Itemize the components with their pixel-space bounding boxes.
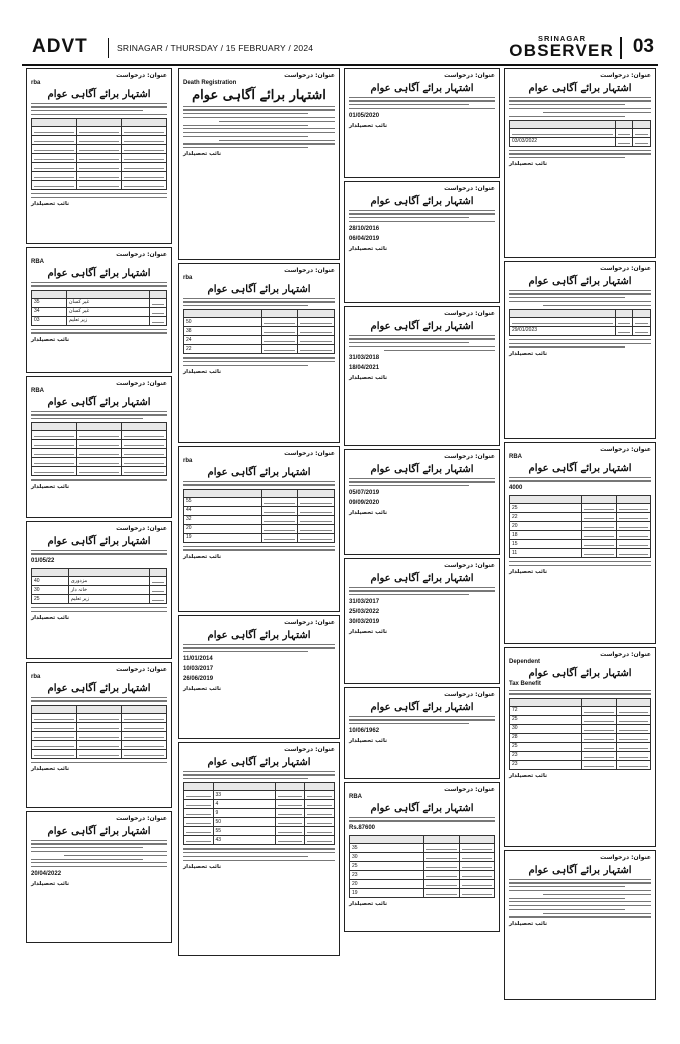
- ad-signature: نائب تحصیلدار: [349, 509, 388, 516]
- table-cell: 30: [350, 853, 424, 862]
- ad-body-text: [183, 771, 335, 780]
- ad-signature: نائب تحصیلدار: [509, 772, 548, 779]
- ad-body-text: [31, 607, 167, 612]
- table-cell: 23: [510, 751, 582, 760]
- ad-body-text: [509, 339, 651, 348]
- ad-signature: نائب تحصیلدار: [31, 765, 70, 772]
- ad-date: 09/09/2020: [349, 499, 380, 506]
- ad-body-text: [509, 561, 651, 566]
- classified-ad: [344, 68, 500, 178]
- ad-code: Dependent: [509, 659, 541, 665]
- ad-body-text: [31, 193, 167, 198]
- ad-body-text: [31, 103, 167, 116]
- ad-body-text: [31, 697, 167, 702]
- table-cell: 22: [510, 513, 582, 522]
- table-cell: 40: [32, 577, 69, 586]
- ad-code: rba: [183, 275, 193, 281]
- table-cell: 03: [32, 316, 67, 325]
- table-cell: خانہ دار: [68, 586, 149, 595]
- ad-title: اشتہار برائے آگاہی عوام: [370, 321, 474, 332]
- family-table: [509, 495, 651, 558]
- certificate-table: [509, 120, 651, 147]
- ad-body-text: [509, 477, 651, 482]
- family-table: [31, 290, 167, 326]
- ad-title: اشتہار برائے آگاہی عوام: [207, 757, 311, 768]
- ad-heading: عنوان: درخواست: [600, 446, 651, 453]
- ad-date: 11/01/2014: [183, 655, 213, 662]
- ad-body-text: [31, 479, 167, 480]
- ad-signature: نائب تحصیلدار: [31, 336, 70, 343]
- family-table: [509, 698, 651, 770]
- ad-heading: عنوان: درخواست: [600, 854, 651, 861]
- ad-signature: نائب تحصیلدار: [349, 245, 388, 252]
- ad-heading: عنوان: درخواست: [444, 310, 495, 317]
- ad-date: 31/03/2018: [349, 354, 380, 361]
- ad-title: اشتہار برائے آگاہی عوام: [47, 536, 151, 547]
- ad-heading: عنوان: درخواست: [116, 666, 167, 673]
- ad-title: اشتہار برائے آگاہی عوام: [47, 268, 151, 279]
- ad-amount: Rs.87600: [349, 825, 376, 832]
- ad-heading: عنوان: درخواست: [116, 525, 167, 532]
- ad-code: Tax Benefit: [509, 681, 541, 687]
- family-table: [183, 489, 335, 543]
- ad-signature: نائب تحصیلدار: [183, 369, 222, 376]
- ad-title: اشتہار برائے آگاہی عوام: [528, 668, 632, 679]
- ad-body-text: [349, 817, 495, 822]
- table-cell: 35: [32, 298, 67, 307]
- ad-code: RBA: [31, 259, 44, 265]
- ad-heading: عنوان: درخواست: [116, 380, 167, 387]
- ad-heading: عنوان: درخواست: [600, 265, 651, 272]
- classified-ad: [504, 442, 656, 644]
- family-table: [31, 118, 167, 190]
- family-table: [31, 705, 167, 759]
- ad-date: 10/06/1962: [349, 727, 380, 734]
- masthead: [22, 34, 658, 66]
- table-cell: 30: [32, 586, 69, 595]
- ad-title: اشتہار برائے آگاہی عوام: [528, 276, 632, 287]
- ad-body-text: [349, 335, 495, 351]
- ad-date: 05/07/2019: [349, 489, 380, 496]
- ad-column-3: [344, 68, 500, 935]
- ad-title: اشتہار برائے آگاہی عوام: [528, 463, 632, 474]
- ad-heading: عنوان: درخواست: [444, 185, 495, 192]
- ad-body-text: [31, 411, 167, 420]
- ad-title: اشتہار برائے آگاہی عوام: [47, 397, 151, 408]
- ad-title: اشتہار برائے آگاہی عوام: [207, 284, 311, 295]
- ad-body-text: [31, 762, 167, 763]
- ad-heading: عنوان: درخواست: [444, 691, 495, 698]
- ad-code: RBA: [509, 454, 522, 460]
- ad-body-text: [31, 550, 167, 555]
- ad-body-text: [183, 357, 335, 366]
- ad-body-text: [349, 587, 495, 596]
- classified-ad: [178, 446, 340, 612]
- ad-body-text: [31, 282, 167, 287]
- ad-code: RBA: [31, 388, 44, 394]
- ad-signature: نائب تحصیلدار: [183, 151, 222, 158]
- ad-body-text: [183, 848, 335, 861]
- masthead-divider: [620, 37, 622, 59]
- ad-title: اشتہار برائے آگاہی عوام: [207, 630, 311, 641]
- table-cell: 9: [213, 809, 275, 818]
- ad-signature: نائب تحصیلدار: [183, 553, 222, 560]
- table-cell: 4: [213, 800, 275, 809]
- classified-ad: [344, 449, 500, 555]
- table-cell: 15: [510, 540, 582, 549]
- brand-city: SRINAGAR: [537, 34, 586, 43]
- ad-title: اشتہار برائے آگاہی عوام: [370, 83, 474, 94]
- table-cell: 20: [350, 880, 424, 889]
- ad-body-text: [509, 879, 651, 918]
- ad-body-text: [183, 546, 335, 551]
- section-label: ADVT: [32, 36, 88, 57]
- family-table: [31, 422, 167, 476]
- ad-body-text: [349, 97, 495, 110]
- ad-signature: نائب تحصیلدار: [31, 201, 70, 208]
- classified-ad: [178, 615, 340, 739]
- ad-heading: عنوان: درخواست: [116, 815, 167, 822]
- table-cell: 23: [350, 871, 424, 880]
- ad-title: اشتہار برائے آگاہی عوام: [47, 826, 151, 837]
- ad-date: 20/04/2022: [31, 870, 62, 877]
- classified-ad: [26, 376, 172, 518]
- ad-signature: نائب تحصیلدار: [31, 483, 70, 490]
- table-cell: 29/01/2023: [510, 326, 616, 335]
- ad-title: اشتہار برائے آگاہی عوام: [192, 88, 326, 103]
- ad-heading: عنوان: درخواست: [284, 746, 335, 753]
- table-cell: 55: [184, 497, 262, 506]
- ad-signature: نائب تحصیلدار: [183, 863, 222, 870]
- ad-heading: عنوان: درخواست: [444, 453, 495, 460]
- ad-body-text: [509, 290, 651, 306]
- table-cell: 38: [184, 327, 262, 336]
- ad-date: 10/03/2017: [183, 665, 214, 672]
- ad-title: اشتہار برائے آگاہی عوام: [370, 573, 474, 584]
- certificate-table: [509, 309, 651, 336]
- ad-body-text: [349, 210, 495, 223]
- table-cell: 43: [213, 836, 275, 845]
- table-cell: 19: [350, 889, 424, 898]
- ad-heading: عنوان: درخواست: [284, 619, 335, 626]
- ad-signature: نائب تحصیلدار: [183, 685, 222, 692]
- ad-heading: عنوان: درخواست: [284, 72, 335, 79]
- classified-ad: [344, 306, 500, 446]
- ad-heading: عنوان: درخواست: [444, 786, 495, 793]
- brand-logo: OBSERVER: [509, 41, 614, 60]
- ad-signature: نائب تحصیلدار: [31, 880, 70, 887]
- ad-title: اشتہار برائے آگاہی عوام: [370, 803, 474, 814]
- ad-signature: نائب تحصیلدار: [349, 901, 388, 908]
- ad-date: 25/03/2022: [349, 608, 380, 615]
- ad-title: اشتہار برائے آگاہی عوام: [47, 683, 151, 694]
- ad-heading: عنوان: درخواست: [444, 72, 495, 79]
- ad-signature: نائب تحصیلدار: [509, 350, 548, 357]
- ad-body-text: [31, 840, 167, 868]
- ad-signature: نائب تحصیلدار: [349, 122, 388, 129]
- ad-signature: نائب تحصیلدار: [31, 615, 70, 622]
- classified-ad: [344, 782, 500, 932]
- ad-signature: نائب تحصیلدار: [349, 737, 388, 744]
- table-cell: 25: [350, 862, 424, 871]
- table-cell: 25: [32, 595, 69, 604]
- issue-dateline: SRINAGAR / THURSDAY / 15 FEBRUARY / 2024: [117, 43, 314, 53]
- ad-title: اشتہار برائے آگاہی عوام: [207, 467, 311, 478]
- table-cell: 33: [213, 791, 275, 800]
- ad-column-4: [504, 68, 656, 1003]
- ad-title: اشتہار برائے آگاہی عوام: [370, 464, 474, 475]
- masthead-divider: [108, 38, 109, 58]
- ad-signature: نائب تحصیلدار: [349, 628, 388, 635]
- classified-ad: [344, 558, 500, 684]
- classified-ad: [26, 247, 172, 373]
- ad-heading: عنوان: درخواست: [600, 72, 651, 79]
- classified-ad: [178, 742, 340, 956]
- table-cell: 23: [510, 760, 582, 769]
- ad-signature: نائب تحصیلدار: [509, 920, 548, 927]
- ad-heading: عنوان: درخواست: [284, 267, 335, 274]
- ad-title: اشتہار برائے آگاہی عوام: [528, 83, 632, 94]
- ad-body-text: [509, 150, 651, 159]
- table-cell: غیر کسان: [66, 298, 150, 307]
- ad-heading: عنوان: درخواست: [600, 651, 651, 658]
- ad-amount: 4000: [509, 485, 523, 492]
- ad-body-text: [183, 644, 335, 653]
- table-cell: 72: [510, 706, 582, 715]
- ad-date: 28/10/2016: [349, 225, 380, 232]
- table-cell: 11: [510, 549, 582, 558]
- table-cell: 55: [213, 827, 275, 836]
- ad-heading: عنوان: درخواست: [284, 450, 335, 457]
- classified-ad: [26, 521, 172, 659]
- ad-signature: نائب تحصیلدار: [509, 161, 548, 168]
- ad-column-2: [178, 68, 340, 959]
- table-cell: 18: [510, 531, 582, 540]
- table-cell: 50: [184, 318, 262, 327]
- family-table: [183, 309, 335, 354]
- table-cell: 24: [184, 336, 262, 345]
- ad-title: اشتہار برائے آگاہی عوام: [528, 865, 632, 876]
- ad-heading: عنوان: درخواست: [116, 251, 167, 258]
- table-cell: 35: [350, 844, 424, 853]
- page-number: 03: [632, 36, 654, 57]
- ad-code: RBA: [349, 794, 362, 800]
- ad-code: rba: [183, 458, 193, 464]
- family-table: [183, 782, 335, 845]
- ad-code: Death Registration: [183, 80, 237, 86]
- ad-heading: عنوان: درخواست: [116, 72, 167, 79]
- ad-title: اشتہار برائے آگاہی عوام: [370, 702, 474, 713]
- table-cell: 44: [184, 506, 262, 515]
- table-cell: غیر کسان: [66, 307, 150, 316]
- ad-heading: عنوان: درخواست: [444, 562, 495, 569]
- table-cell: 25: [510, 742, 582, 751]
- ad-code: rba: [31, 674, 41, 680]
- ad-body-text: [183, 481, 335, 486]
- ad-date: 30/03/2019: [349, 618, 380, 625]
- table-cell: زیر تعلیم: [66, 316, 150, 325]
- classified-ad: [26, 811, 172, 943]
- ad-body-text: [509, 690, 651, 695]
- ad-body-text: [509, 97, 651, 117]
- ad-title: اشتہار برائے آگاہی عوام: [47, 89, 151, 100]
- classified-ad: [178, 263, 340, 443]
- classified-ad: [178, 68, 340, 260]
- classified-ad: [504, 850, 656, 1000]
- classified-ad: [26, 68, 172, 244]
- ad-date: 18/04/2021: [349, 364, 380, 371]
- table-cell: 25: [510, 715, 582, 724]
- table-cell: 22: [184, 345, 262, 354]
- classified-ad: [344, 181, 500, 303]
- ad-date: 01/05/22: [31, 558, 55, 565]
- ad-code: rba: [31, 80, 41, 86]
- family-table: [31, 568, 167, 604]
- ad-signature: نائب تحصیلدار: [349, 374, 388, 381]
- classified-ad: [504, 261, 656, 439]
- ad-title: اشتہار برائے آگاہی عوام: [370, 196, 474, 207]
- ad-column-1: [26, 68, 172, 946]
- ad-body-text: [349, 478, 495, 487]
- ad-body-text: [349, 716, 495, 725]
- classified-ad: [26, 662, 172, 808]
- table-cell: 03/03/2022: [510, 137, 616, 146]
- ad-signature: نائب تحصیلدار: [509, 569, 548, 576]
- table-cell: زیر تعلیم: [68, 595, 149, 604]
- ad-body-text: [183, 298, 335, 307]
- classified-ad: [504, 68, 656, 258]
- table-cell: 30: [510, 724, 582, 733]
- ad-body-text: [31, 329, 167, 334]
- table-cell: 34: [32, 307, 67, 316]
- table-cell: مزدوری: [68, 577, 149, 586]
- ad-date: 06/04/2019: [349, 235, 380, 242]
- table-cell: 28: [510, 733, 582, 742]
- ad-date: 01/05/2020: [349, 112, 380, 119]
- ad-date: 31/03/2017: [349, 598, 380, 605]
- table-cell: 20: [510, 522, 582, 531]
- table-cell: 32: [184, 515, 262, 524]
- table-cell: 25: [510, 504, 582, 513]
- ad-date: 26/06/2019: [183, 675, 214, 682]
- ad-body-text: [183, 106, 335, 149]
- classified-ad: [344, 687, 500, 779]
- family-table: [349, 835, 495, 898]
- table-cell: 50: [213, 818, 275, 827]
- classified-ad: [504, 647, 656, 847]
- table-cell: 19: [184, 533, 262, 542]
- table-cell: 20: [184, 524, 262, 533]
